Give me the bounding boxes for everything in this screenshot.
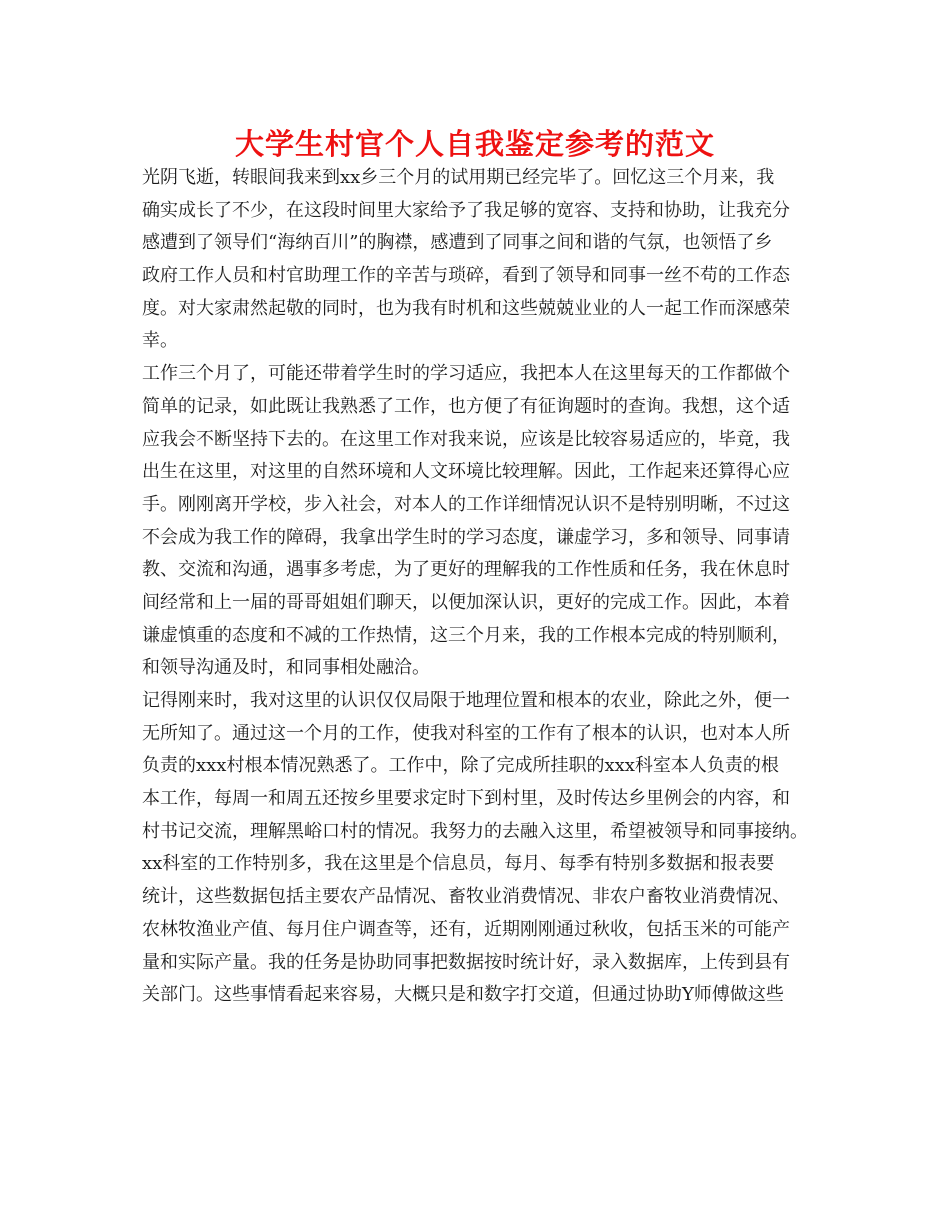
text-line: 确实成长了不少，在这段时间里大家给予了我足够的宽容、支持和协助，让我充分 xyxy=(142,199,790,221)
text-line: 手。刚刚离开学校，步入社会，对本人的工作详细情况认识不是特别明晰，不过这 xyxy=(142,493,790,515)
text-line: 幸。 xyxy=(142,330,178,352)
text-line: 和领导沟通及时，和同事相处融洽。 xyxy=(142,657,430,679)
text-line: 度。对大家肃然起敬的同时，也为我有时机和这些兢兢业业的人一起工作而深感荣 xyxy=(142,297,790,319)
document-body xyxy=(142,162,832,1012)
text-line: 不会成为我工作的障碍，我拿出学生时的学习态度，谦虚学习，多和领导、同事请 xyxy=(142,526,790,548)
text-line: xx科室的工作特别多，我在这里是个信息员，每月、每季有特别多数据和报表要 xyxy=(142,853,775,875)
text-line: 谦虚慎重的态度和不减的工作热情，这三个月来，我的工作根本完成的特别顺利， xyxy=(142,624,790,646)
text-line: 无所知了。通过这一个月的工作，使我对科室的工作有了根本的认识，也对本人所 xyxy=(142,722,790,744)
text-line: 农林牧渔业产值、每月住户调查等，还有，近期刚刚通过秋收，包括玉米的可能产 xyxy=(142,918,790,940)
text-line: 出生在这里，对这里的自然环境和人文环境比较理解。因此，工作起来还算得心应 xyxy=(142,461,790,483)
text-line: 村书记交流，理解黑峪口村的情况。我努力的去融入这里，希望被领导和同事接纳。 xyxy=(142,820,808,842)
text-line: 工作三个月了，可能还带着学生时的学习适应，我把本人在这里每天的工作都做个 xyxy=(142,363,790,385)
text-line: 负责的xxx村根本情况熟悉了。工作中，除了完成所挂职的xxx科室本人负责的根 xyxy=(142,755,779,777)
text-line: 应我会不断坚持下去的。在这里工作对我来说，应该是比较容易适应的，毕竟，我 xyxy=(142,428,790,450)
text-line: 间经常和上一届的哥哥姐姐们聊天，以便加深认识，更好的完成工作。因此，本着 xyxy=(142,591,790,613)
text-line: 量和实际产量。我的任务是协助同事把数据按时统计好，录入数据库，上传到县有 xyxy=(142,951,790,973)
text-line: 记得刚来时，我对这里的认识仅仅局限于地理位置和根本的农业，除此之外，便一 xyxy=(142,690,790,711)
text-line: 教、交流和沟通，遇事多考虑，为了更好的理解我的工作性质和任务，我在休息时 xyxy=(142,559,790,581)
text-line: 政府工作人员和村官助理工作的辛苦与琐碎，看到了领导和同事一丝不苟的工作态 xyxy=(142,265,790,287)
text-line: 统计，这些数据包括主要农产品情况、畜牧业消费情况、非农户畜牧业消费情况、 xyxy=(142,886,790,908)
text-line: 感遭到了领导们“海纳百川”的胸襟，感遭到了同事之间和谐的气氛，也领悟了乡 xyxy=(142,232,773,254)
text-line: 简单的记录，如此既让我熟悉了工作，也方便了有征询题时的查询。我想，这个适 xyxy=(142,395,790,417)
text-line: 光阴飞逝，转眼间我来到xx乡三个月的试用期已经完毕了。回忆这三个月来，我 xyxy=(142,167,775,188)
text-line: 本工作，每周一和周五还按乡里要求定时下到村里，及时传达乡里例会的内容，和 xyxy=(142,788,790,810)
document-title: 大学生村官个人自我鉴定参考的范文 xyxy=(234,127,715,161)
text-line: 关部门。这些事情看起来容易，大概只是和数字打交道，但通过协助Y师傅做这些 xyxy=(142,984,784,1006)
